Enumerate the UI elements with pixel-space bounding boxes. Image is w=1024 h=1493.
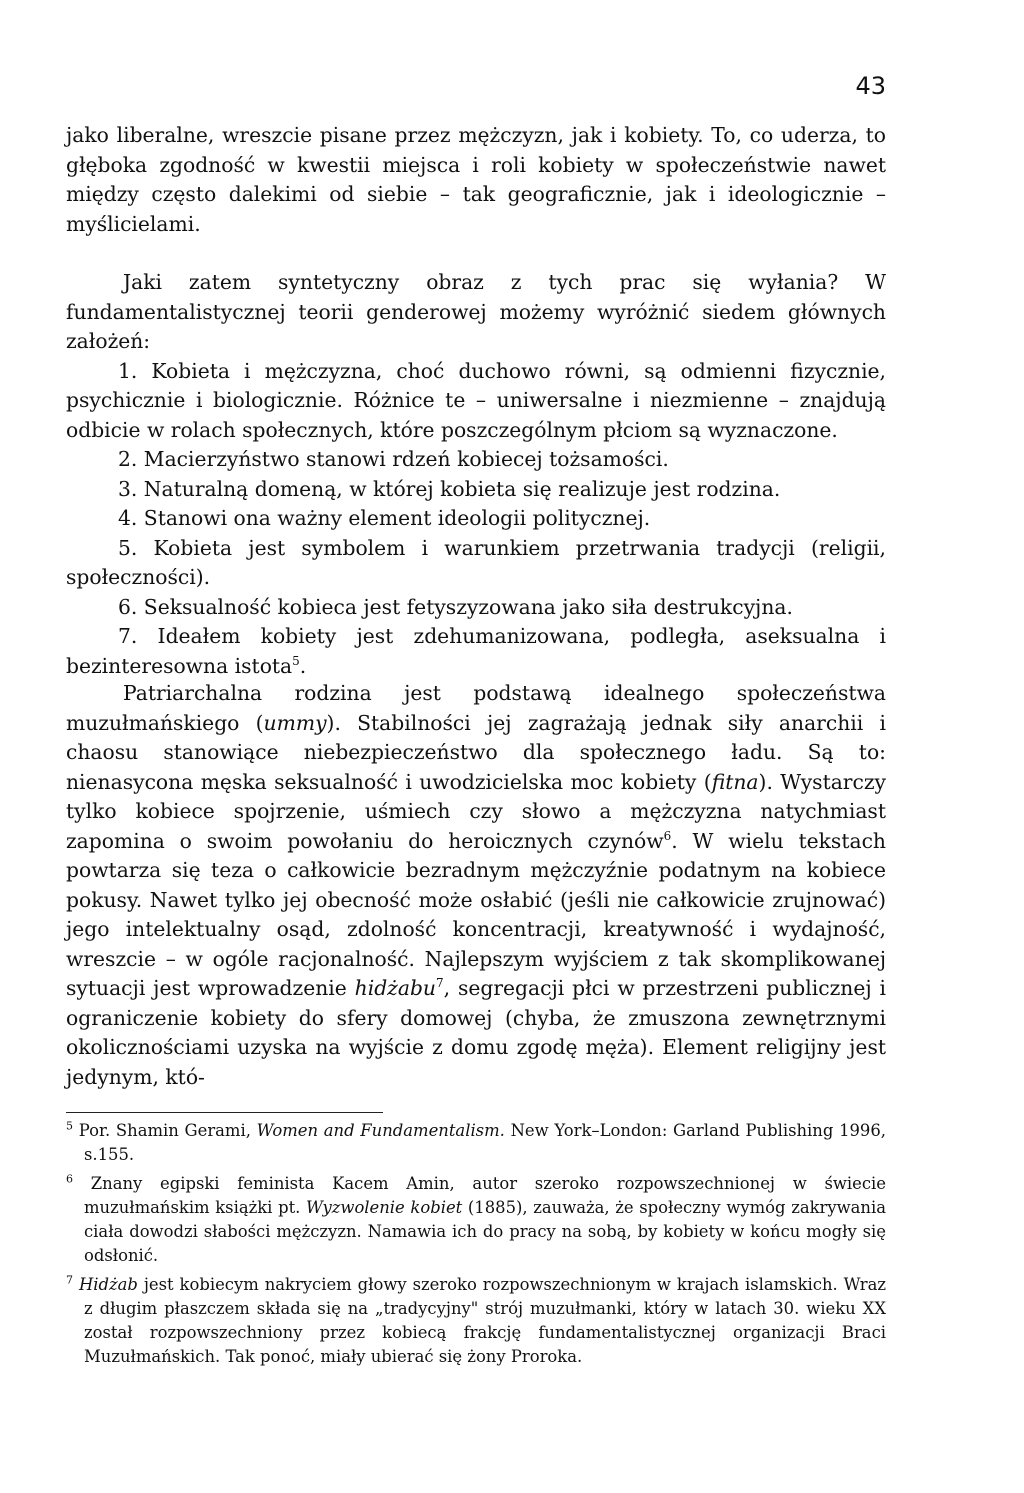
thesis-item-7-text: 7. Ideałem kobiety jest zdehumanizowana, podległa, aseksualna i bezinteresowna istota	[66, 624, 886, 678]
main-text-1: Patriarchalna rodzina jest podstawą idealnego społeczeństwa muzułmańskiego (	[66, 681, 886, 735]
term-fitna: fitna	[711, 769, 759, 794]
term-hidzab: hidżabu	[354, 976, 436, 1000]
footnote-6-pre: Znany egipski feminista Kacem Amin, autor szeroko rozpowszechnionej w świecie muzułmańskim książki pt.	[84, 1174, 886, 1217]
footnote-6-title: Wyzwolenie kobiet	[306, 1198, 463, 1217]
footnote-6-number: 6	[66, 1172, 73, 1186]
page-number: 43	[855, 72, 886, 100]
term-ummy: ummy	[263, 710, 327, 735]
footnote-5	[66, 1119, 886, 1167]
thesis-item-1: 1. Kobieta i mężczyzna, choć duchowo równi, są odmienni fizycznie, psychicznie i biologicznie. Różnice te – uniwersalne i niezmienne – znajdują odbicie w rolach społecznych, które poszczególnym płciom są wyznaczone.	[66, 358, 886, 442]
main-section	[66, 679, 886, 1092]
thesis-item-4: 4. Stanowi ona ważny element ideologii politycznej.	[118, 506, 651, 530]
footnote-6-post: (1885), zauważa, że społeczny wymóg zakrywania ciała dowodzi słabości mężczyzn. Namawia ich do pracy na sobą, by kobiety w końcu mogły się odsłonić.	[84, 1198, 886, 1265]
main-paragraph	[66, 679, 886, 1092]
thesis-item-7	[66, 622, 886, 681]
footnote-7-term: Hidżab	[78, 1275, 138, 1294]
thesis-section	[66, 268, 886, 681]
intro-section	[66, 121, 886, 239]
footnote-ref-7: 7	[436, 976, 444, 991]
main-text-5: , segregacji płci w przestrzeni publicznej i ograniczenie kobiety do sfery domowej (chyba, że zmuszona zewnętrznymi okolicznościami uzyska na wyjście z domu zgodę męża). Element religijny jest jedynym, któ-	[66, 976, 886, 1089]
thesis-item-2: 2. Macierzyństwo stanowi rdzeń kobiecej tożsamości.	[118, 447, 669, 471]
footnote-7-post: jest kobiecym nakryciem głowy szeroko rozpowszechnionym w krajach islamskich. Wraz z długim płaszczem składa się na „tradycyjny" strój muzułmanki, który w latach 30. wieku XX został rozpowszechniony przez kobiecą frakcję fundamentalistycznej organizacji Braci Muzułmańskich. Tak ponoć, miały ubierać się żony Proroka.	[84, 1275, 886, 1366]
main-text-2: ). Stabilności jej zagrażają jednak siły anarchii i chaosu stanowiące niebezpieczeństwo dla społecznego ładu. Są to: nienasycona męska seksualność i uwodzicielska moc kobiety (	[66, 710, 886, 794]
main-text-3: ). Wystarczy tylko kobiece spojrzenie, uśmiech czy słowo a mężczyzna natychmiast zapomina o swoim powołaniu do heroicznych czynów	[66, 769, 887, 853]
main-text-4: . W wielu tekstach powtarza się teza o całkowicie bezradnym mężczyźnie podatnym na kobiece pokusy. Nawet tylko jej obecność może osłabić (jeśli nie całkowicie zrujnować) jego intelektualny osąd, zdolność koncentracji, kreatywność i wydajność, wreszcie – w ogóle racjonalność. Najlepszym wyjściem z tak skomplikowanej sytuacji jest wprowadzenie	[66, 828, 886, 1000]
footnote-7	[66, 1273, 886, 1369]
footnote-5-pre: Por. Shamin Gerami,	[78, 1121, 257, 1140]
footnotes-section	[66, 1119, 886, 1374]
footnote-ref-5: 5	[292, 653, 300, 668]
thesis-item-5: 5. Kobieta jest symbolem i warunkiem przetrwania tradycji (religii, społeczności).	[66, 535, 886, 589]
intro-paragraph: jako liberalne, wreszcie pisane przez mężczyzn, jak i kobiety. To, co uderza, to głęboka zgodność w kwestii miejsca i roli kobiety w społeczeństwie nawet między często dalekimi od siebie – tak geograficznie, jak i ideologicznie – myślicielami.	[66, 123, 886, 236]
footnote-ref-6: 6	[663, 828, 672, 843]
footnote-divider	[66, 1112, 383, 1113]
thesis-item-3: 3. Naturalną domeną, w której kobieta się realizuje jest rodzina.	[118, 476, 781, 501]
footnote-5-title: Women and Fundamentalism.	[256, 1121, 505, 1140]
thesis-item-7-end: .	[299, 653, 307, 678]
footnote-6	[66, 1172, 886, 1268]
footnote-5-number: 5	[66, 1119, 73, 1133]
thesis-item-6: 6. Seksualność kobieca jest fetyszyzowana jako siła destrukcyjna.	[118, 594, 793, 619]
footnote-5-post: New York–London: Garland Publishing 1996, s.155.	[84, 1121, 886, 1164]
thesis-lead-paragraph: Jaki zatem syntetyczny obraz z tych prac się wyłania? W fundamentalistycznej teorii genderowej możemy wyróżnić siedem głównych założeń:	[66, 270, 886, 353]
footnote-7-number: 7	[66, 1273, 73, 1287]
